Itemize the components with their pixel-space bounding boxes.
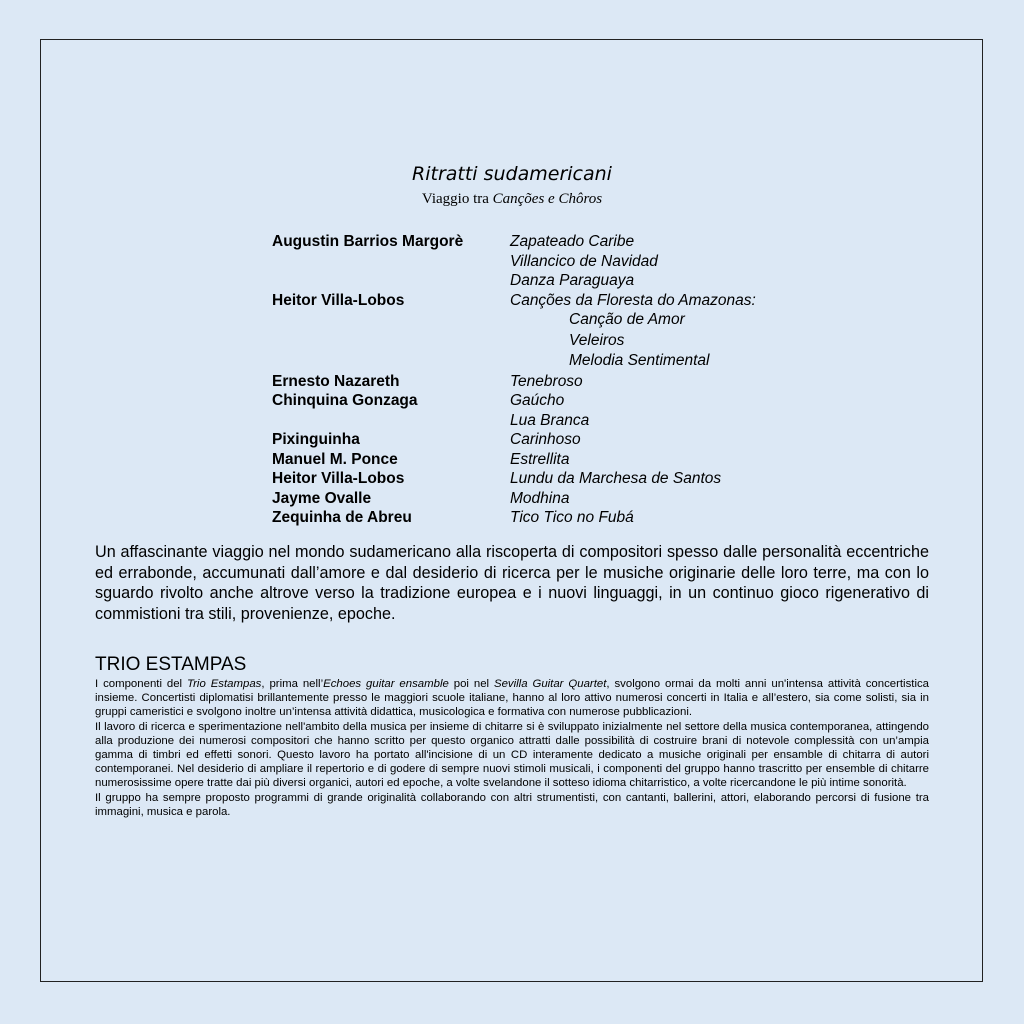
- composer-name: [272, 411, 510, 431]
- composer-name: Heitor Villa-Lobos: [272, 470, 405, 487]
- work-title: Lundu da Marchesa de Santos: [510, 470, 722, 487]
- composer-name: Ernesto Nazareth: [272, 372, 400, 390]
- program-row: [272, 450, 792, 470]
- composer-name: Jayme Ovalle: [272, 489, 372, 507]
- intro-paragraph: Un affascinante viaggio nel mondo sudamericano alla riscoperta di compositori spesso dalle personalità eccentriche ed errabonde, accumunati dall’amore e dal desiderio di ricerca per le musiche originarie delle loro terre, ma con lo sguardo rivolto anche altrove verso la tradizione europea e i nuovi linguaggi, in un continuo gioco rigenerativo di commistioni tra stili, provenienze, epoche.: [95, 543, 929, 623]
- work-title: Zapateado Caribe: [510, 233, 635, 250]
- bio-paragraph-3: Il gruppo ha sempre proposto programmi di grande originalità collaborando con altri strumentisti, con cantanti, ballerini, attori, elaborando percorsi di fusione tra immagini, musica e parola.: [95, 791, 929, 818]
- composer-name: [272, 310, 510, 331]
- program-row: [272, 351, 792, 372]
- page-subtitle: Viaggio tra Canções e Chôros: [421, 191, 603, 207]
- work-title: Modhina: [510, 489, 570, 507]
- page-title: Ritratti sudamericani: [412, 163, 612, 185]
- work-title: Tico Tico no Fubá: [510, 509, 634, 526]
- program-row: [272, 489, 792, 509]
- work-title: Tenebroso: [510, 372, 583, 390]
- composer-name: Zequinha de Abreu: [272, 509, 412, 526]
- work-title: Veleiros: [569, 331, 625, 349]
- work-title: Canção de Amor: [569, 311, 685, 328]
- program-row: [272, 508, 792, 528]
- work-title: Canções da Floresta do Amazonas:: [510, 291, 756, 309]
- bio-paragraph-2: Il lavoro di ricerca e sperimentazione nell'ambito della musica per insieme di chitarre si è sviluppato inizialmente nel settore della musica contemporanea, attingendo alla produzione dei numerosi compositori che hanno scritto per questo organico attratti dalle possibilità di costruire brani di notevole complessità con un’ampia gamma di timbri ed effetti sonori. Questo lavoro ha portato all'incisione di un CD interamente dedicato a musiche originali per ensamble di chitarra di autori contemporanei. Nel desiderio di ampliare il repertorio e di godere di sempre nuovi stimoli musicali, i componenti del gruppo hanno trascritto per ensemble di chitarre numerosissime opere tratte dai più diversi organici, autori ed epoche, a volte svelandone il sotteso idioma chitarristico, a volte ricercandone le più intime sonorità.: [95, 720, 929, 790]
- program-row: [272, 310, 792, 331]
- program-row: [272, 372, 792, 392]
- section-heading: TRIO ESTAMPAS: [95, 654, 247, 675]
- composer-name: Heitor Villa-Lobos: [272, 291, 405, 309]
- composer-name: Chinquina Gonzaga: [272, 392, 418, 409]
- program-row: [272, 291, 792, 311]
- program-row: [272, 411, 792, 431]
- bio-paragraph-1: I componenti del Trio Estampas, prima nell’Echoes guitar ensamble poi nel Sevilla Guitar Quartet, svolgono ormai da molti anni un'intensa attività concertistica insieme. Concertisti diplomatisi brillantemente presso le maggiori scuole italiane, hanno al loro attivo numerosi concerti in Italia e all’estero, sia come solisti, sia in gruppi cameristici e svolgono inoltre un’intensa attività didattica, musicologica e formativa con numerose pubblicazioni.: [95, 678, 930, 719]
- work-title: Carinhoso: [510, 431, 581, 448]
- work-title: Estrellita: [510, 450, 570, 468]
- composer-name: [272, 331, 510, 352]
- composer-name: [272, 252, 510, 272]
- program-row: [272, 331, 792, 352]
- work-title: Lua Branca: [510, 411, 590, 429]
- work-title: Danza Paraguaya: [510, 272, 635, 289]
- program-row: [272, 232, 792, 252]
- composer-name: Manuel M. Ponce: [272, 450, 398, 468]
- work-title: Melodia Sentimental: [569, 352, 710, 369]
- work-title: Gaúcho: [510, 392, 565, 409]
- program-list: [272, 232, 792, 528]
- composer-name: Augustin Barrios Margorè: [272, 233, 464, 250]
- trio-bio: [95, 677, 929, 819]
- composer-name: Pixinguinha: [272, 431, 360, 448]
- program-row: [272, 391, 792, 411]
- program-row: [272, 469, 792, 489]
- program-row: [272, 430, 792, 450]
- composer-name: [272, 351, 510, 372]
- program-row: [272, 271, 792, 291]
- program-row: [272, 252, 792, 272]
- composer-name: [272, 271, 510, 291]
- work-title: Villancico de Navidad: [510, 252, 658, 270]
